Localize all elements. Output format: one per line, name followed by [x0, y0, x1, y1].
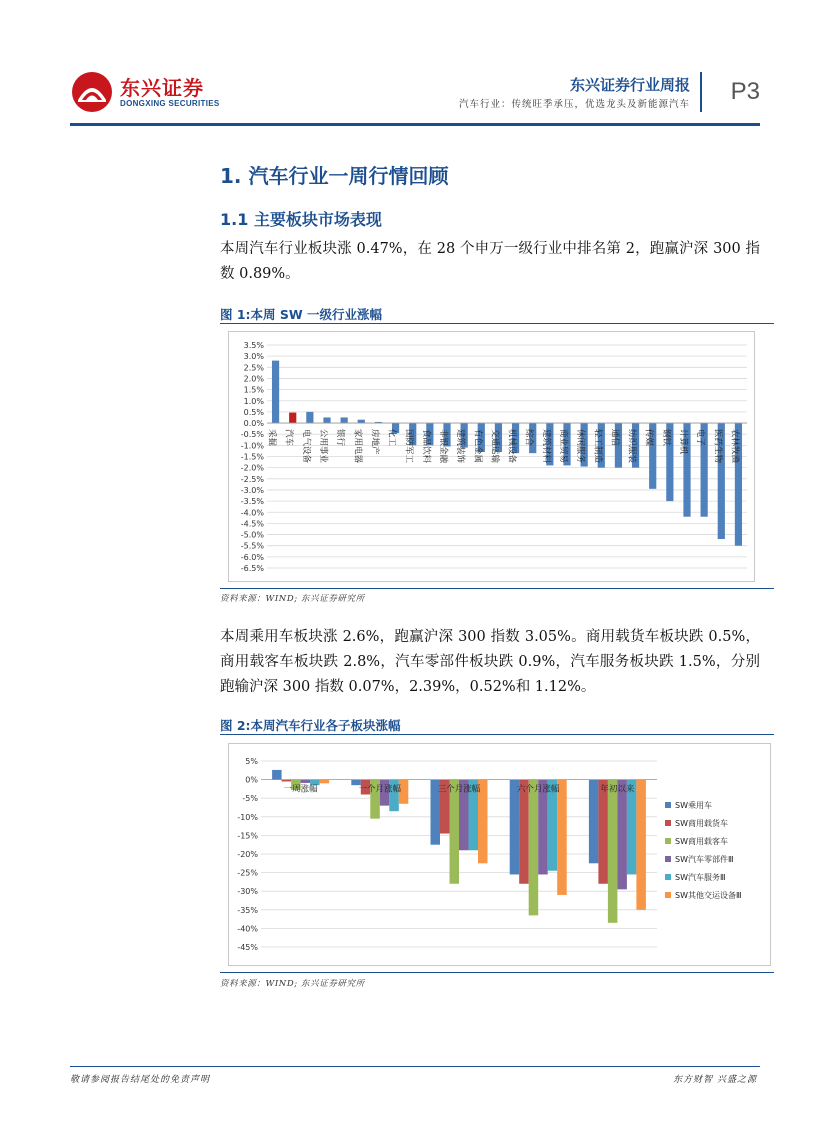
bar [617, 780, 627, 890]
category-label: 计算机 [678, 429, 688, 455]
bar [323, 417, 330, 423]
section-heading: 1. 汽车行业一周行情回顾 [220, 164, 449, 188]
bar [272, 361, 279, 423]
figure1-top-rule [220, 323, 774, 324]
category-label: 机械设备 [506, 429, 517, 464]
footer-rule [70, 1066, 760, 1067]
category-label: 电气设备 [300, 429, 311, 464]
category-label: 通信 [609, 429, 620, 447]
y-tick-label: -10% [237, 812, 258, 822]
y-tick-label: -35% [237, 905, 258, 915]
category-label: 年初以来 [600, 784, 635, 795]
logo-chinese-name: 东兴证券 [120, 75, 204, 100]
figure2-chart-svg [229, 744, 770, 965]
bar [301, 780, 311, 783]
subsection-heading: 1.1 主要板块市场表现 [220, 210, 382, 229]
logo-english-name: DONGXING SECURITIES [120, 98, 220, 108]
y-tick-label: -3.0% [240, 485, 264, 495]
bar [598, 780, 608, 884]
y-tick-label: -4.0% [240, 508, 264, 518]
category-label: 建筑装饰 [455, 429, 466, 464]
legend-swatch [665, 856, 671, 862]
y-tick-label: -6.5% [240, 564, 264, 573]
y-tick-label: -1.5% [240, 452, 264, 462]
bar [289, 413, 296, 423]
legend-label: SW汽车服务Ⅲ [675, 873, 726, 882]
legend-label: SW其他交运设备Ⅲ [675, 891, 742, 900]
category-label: 化工 [386, 429, 397, 447]
report-title: 东兴证券行业周报 [569, 76, 690, 94]
y-tick-label: 0.0% [243, 419, 264, 429]
y-tick-label: 0% [245, 775, 258, 785]
category-label: 医药生物 [712, 429, 723, 464]
bar [450, 780, 460, 884]
y-tick-label: -2.5% [240, 474, 264, 484]
paragraph-2: 本周乘用车板块涨 2.6%，跑赢沪深 300 指数 3.05%。商用载货车板块跌 0.5%，商用载客车板块跌 2.8%，汽车零部件板块跌 0.9%，汽车服务板块跌 1.5%，分别跑输沪深 300 指数 0.07%，2.39%，0.52%和 1.12%。 [220, 629, 760, 695]
category-label: 汽车 [283, 429, 294, 447]
figure2-bottom-rule [220, 972, 774, 973]
figure1-bottom-rule [220, 588, 774, 589]
bar [636, 780, 646, 910]
y-tick-label: -15% [237, 831, 258, 841]
footer-slogan: 东方财智 兴盛之源 [673, 1075, 757, 1085]
category-label: 采掘 [266, 429, 277, 447]
y-tick-label: 2.0% [243, 374, 264, 384]
figure1-chart [228, 331, 755, 582]
category-label: 一个月涨幅 [358, 784, 402, 795]
y-tick-label: 1.0% [243, 396, 264, 406]
legend-swatch [665, 874, 671, 880]
bar [557, 780, 567, 895]
y-tick-label: -25% [237, 868, 258, 878]
legend-label: SW商用载货车 [675, 819, 728, 828]
category-label: 银行 [335, 429, 346, 447]
category-label: 钢铁 [660, 429, 671, 447]
y-tick-label: -20% [237, 850, 258, 859]
category-label: 房地产 [369, 429, 380, 455]
y-tick-label: -1.0% [240, 441, 264, 451]
category-label: 食品饮料 [420, 429, 431, 464]
bar [320, 780, 330, 784]
page-header [70, 70, 760, 120]
category-label: 综合 [523, 429, 534, 447]
category-label: 公用事业 [318, 429, 328, 464]
header-rule [70, 123, 760, 126]
category-label: 传媒 [643, 429, 654, 447]
category-label: 一周涨幅 [283, 784, 318, 795]
footer-disclaimer: 敬请参阅报告结尾处的免责声明 [70, 1075, 211, 1085]
bar [358, 420, 365, 423]
y-tick-label: -6.0% [240, 552, 264, 562]
figure1-title: 图 1:本周 SW 一级行业涨幅 [220, 307, 383, 322]
legend-swatch [665, 838, 671, 844]
y-tick-label: 2.5% [243, 363, 264, 373]
bar [608, 780, 618, 923]
y-tick-label: 1.5% [243, 385, 264, 395]
legend-label: SW商用载客车 [675, 837, 728, 846]
y-tick-label: -30% [237, 887, 258, 897]
y-tick-label: -2.0% [240, 463, 264, 473]
bar [589, 780, 599, 864]
category-label: 非银金融 [438, 429, 448, 464]
y-tick-label: 5% [245, 757, 258, 766]
category-label: 建筑材料 [540, 429, 551, 464]
y-tick-label: 3.0% [243, 352, 264, 362]
legend-swatch [665, 802, 671, 808]
header-divider [700, 72, 702, 112]
bar [341, 417, 348, 423]
y-tick-label: 0.5% [243, 407, 264, 417]
y-tick-label: -3.5% [240, 497, 264, 507]
paragraph-1: 本周汽车行业板块涨 0.47%，在 28 个申万一级行业中排名第 2，跑赢沪深 300 指数 0.89%。 [220, 241, 760, 282]
legend-swatch [665, 820, 671, 826]
figure2-source: 资料来源：WIND; 东兴证券研究所 [220, 979, 365, 989]
category-label: 轻工制造 [592, 429, 603, 464]
figure2-title: 图 2:本周汽车行业各子板块涨幅 [220, 718, 401, 733]
figure2-top-rule [220, 734, 774, 735]
legend-label: SW汽车零部件Ⅲ [675, 855, 734, 864]
y-tick-label: -5% [242, 794, 258, 804]
y-tick-label: -45% [237, 943, 258, 952]
category-label: 商业贸易 [558, 429, 568, 464]
y-tick-label: -4.5% [240, 519, 264, 529]
bar [519, 780, 529, 884]
category-label: 家用电器 [352, 429, 363, 464]
category-label: 国防军工 [403, 429, 414, 464]
y-tick-label: -0.5% [240, 430, 264, 440]
dongxing-logo-icon [70, 70, 114, 114]
figure1-source: 资料来源：WIND; 东兴证券研究所 [220, 594, 365, 604]
category-label: 交通运输 [489, 429, 500, 464]
category-label: 纺织服装 [626, 429, 637, 464]
figure1-chart-svg [229, 332, 754, 581]
y-tick-label: -5.5% [240, 541, 264, 551]
category-label: 休闲服务 [575, 429, 586, 464]
logo [70, 70, 220, 114]
category-label: 六个月涨幅 [516, 784, 560, 795]
legend-swatch [665, 892, 671, 898]
bar [529, 780, 539, 916]
y-tick-label: 3.5% [243, 341, 264, 350]
category-label: 农林牧渔 [729, 429, 740, 464]
category-label: 三个月涨幅 [437, 784, 481, 795]
y-tick-label: -40% [237, 924, 258, 934]
category-label: 电子 [695, 429, 706, 447]
bar [272, 770, 282, 780]
legend-label: SW乘用车 [675, 801, 712, 810]
page-number: P3 [730, 78, 760, 105]
figure2-chart [228, 743, 771, 966]
bar [306, 412, 313, 423]
y-tick-label: -5.0% [240, 530, 264, 540]
report-subtitle: 汽车行业：传统旺季承压，优选龙头及新能源汽车 [458, 99, 690, 110]
category-label: 有色金属 [472, 429, 483, 464]
